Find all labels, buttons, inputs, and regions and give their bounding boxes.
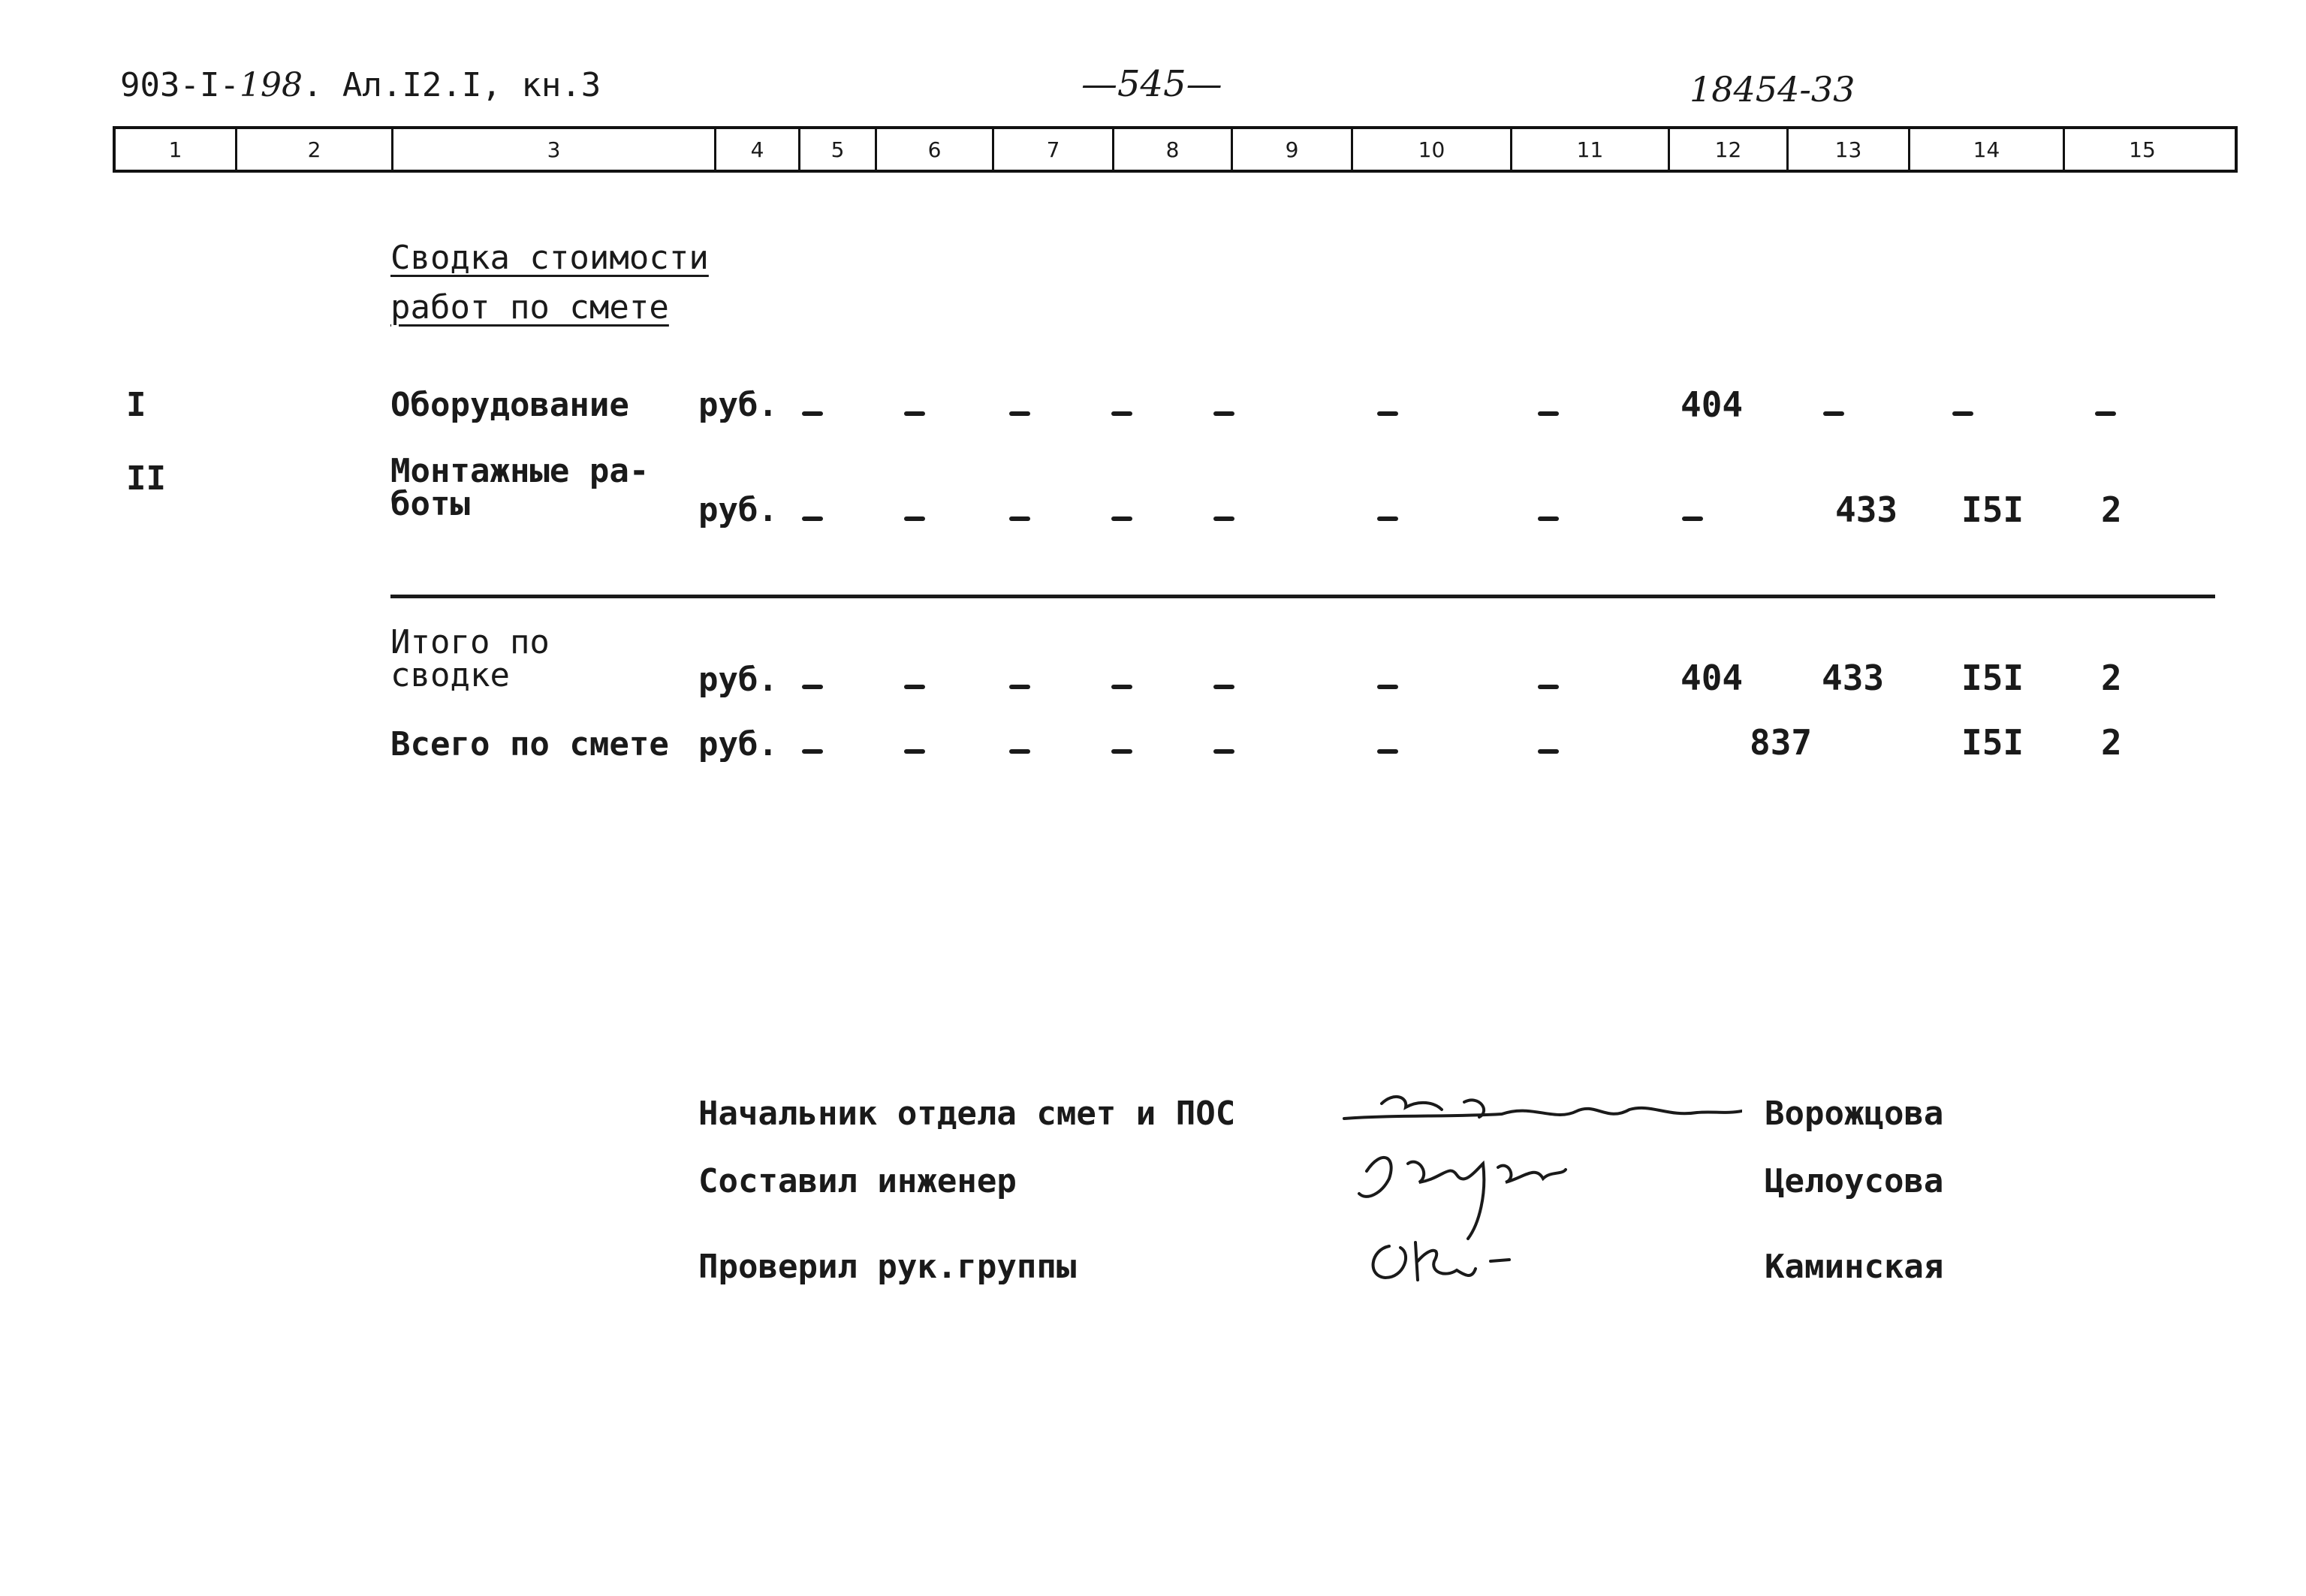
empty-cell-dash	[802, 411, 823, 416]
empty-cell-dash	[1213, 411, 1234, 416]
page-number: —545—	[1081, 63, 1222, 105]
empty-cell-dash	[1823, 411, 1844, 416]
empty-cell-dash	[1213, 749, 1234, 754]
empty-cell-dash	[1538, 411, 1559, 416]
empty-cell-dash	[1952, 411, 1973, 416]
col-number: 11	[1512, 129, 1670, 170]
cell-value: 837	[1750, 722, 1813, 763]
empty-cell-dash	[1538, 516, 1559, 521]
row-name-line: боты	[390, 485, 470, 523]
signature-role: Составил инженер	[698, 1162, 1017, 1200]
row-name: Оборудование	[390, 386, 629, 424]
col-number: 15	[2129, 137, 2156, 162]
empty-cell-dash	[904, 411, 925, 416]
empty-cell-dash	[802, 685, 823, 689]
empty-cell-dash	[1377, 411, 1398, 416]
signature-name: Каминская	[1765, 1248, 1944, 1286]
row-number: I	[126, 386, 146, 424]
col-number: 4	[716, 129, 800, 170]
col-number: 3	[393, 129, 716, 170]
col-number: 10	[1353, 129, 1512, 170]
row-name-line: Монтажные ра-	[390, 452, 650, 490]
signature-role: Проверил рук.группы	[698, 1248, 1077, 1286]
row-unit: руб.	[698, 661, 778, 699]
sheet-ref: 18454-33	[1690, 69, 1855, 110]
row-unit: руб.	[698, 491, 778, 529]
cell-value: 2	[2101, 658, 2122, 698]
empty-cell-dash	[1111, 685, 1132, 689]
signature-role: Начальник отдела смет и ПОС	[698, 1095, 1236, 1133]
empty-cell-dash	[1682, 516, 1703, 521]
empty-cell-dash	[904, 749, 925, 754]
empty-cell-dash	[1377, 749, 1398, 754]
handwritten-signatures	[1337, 1081, 1742, 1306]
album-ref: . Ал.I2.I, кн.3	[302, 66, 601, 104]
column-number-row	[113, 126, 2238, 173]
row-unit: руб.	[698, 386, 778, 424]
total-divider	[390, 595, 2215, 598]
empty-cell-dash	[1111, 411, 1132, 416]
row-unit: руб.	[698, 725, 778, 763]
cell-value: 404	[1681, 658, 1744, 698]
doc-code-printed: 903-I-	[120, 66, 240, 104]
row-name: Всего по смете	[390, 725, 669, 763]
cell-value: I5I	[1961, 722, 2024, 763]
section-title-line1: Сводка стоимости	[390, 239, 709, 277]
cell-value: I5I	[1961, 658, 2024, 698]
col-number: 13	[1789, 129, 1910, 170]
doc-code	[120, 66, 601, 104]
row-name	[390, 452, 650, 523]
row-number: II	[126, 459, 166, 498]
col-number: 8	[1114, 129, 1233, 170]
signature-name: Целоусова	[1765, 1162, 1944, 1200]
empty-cell-dash	[904, 516, 925, 521]
row-name-line: сводке	[390, 656, 510, 694]
empty-cell-dash	[802, 516, 823, 521]
empty-cell-dash	[1377, 516, 1398, 521]
cell-value: 404	[1681, 384, 1744, 425]
cell-value: I5I	[1961, 489, 2024, 530]
section-title-line2: работ по смете	[390, 288, 669, 327]
col-number: 6	[877, 129, 994, 170]
col-number: 12	[1670, 129, 1789, 170]
empty-cell-dash	[1009, 749, 1030, 754]
col-number: 9	[1233, 129, 1353, 170]
empty-cell-dash	[802, 749, 823, 754]
cell-value: 433	[1822, 658, 1885, 698]
cell-value: 433	[1835, 489, 1898, 530]
empty-cell-dash	[1213, 516, 1234, 521]
col-number: 2	[237, 129, 393, 170]
empty-cell-dash	[1538, 749, 1559, 754]
row-name-line: Итого по	[390, 623, 550, 661]
col-number: 7	[994, 129, 1114, 170]
col-number: 5	[800, 129, 877, 170]
signature-name: Ворожцова	[1765, 1095, 1944, 1133]
doc-code-handwritten: 198	[239, 66, 303, 104]
row-name	[390, 623, 550, 694]
empty-cell-dash	[1009, 516, 1030, 521]
empty-cell-dash	[1538, 685, 1559, 689]
cell-value: 2	[2101, 489, 2122, 530]
empty-cell-dash	[1111, 749, 1132, 754]
empty-cell-dash	[1213, 685, 1234, 689]
col-number: 1	[116, 129, 237, 170]
empty-cell-dash	[1377, 685, 1398, 689]
empty-cell-dash	[904, 685, 925, 689]
col-number: 14	[1910, 129, 2065, 170]
empty-cell-dash	[2095, 411, 2116, 416]
empty-cell-dash	[1009, 685, 1030, 689]
cell-value: 2	[2101, 722, 2122, 763]
empty-cell-dash	[1111, 516, 1132, 521]
empty-cell-dash	[1009, 411, 1030, 416]
